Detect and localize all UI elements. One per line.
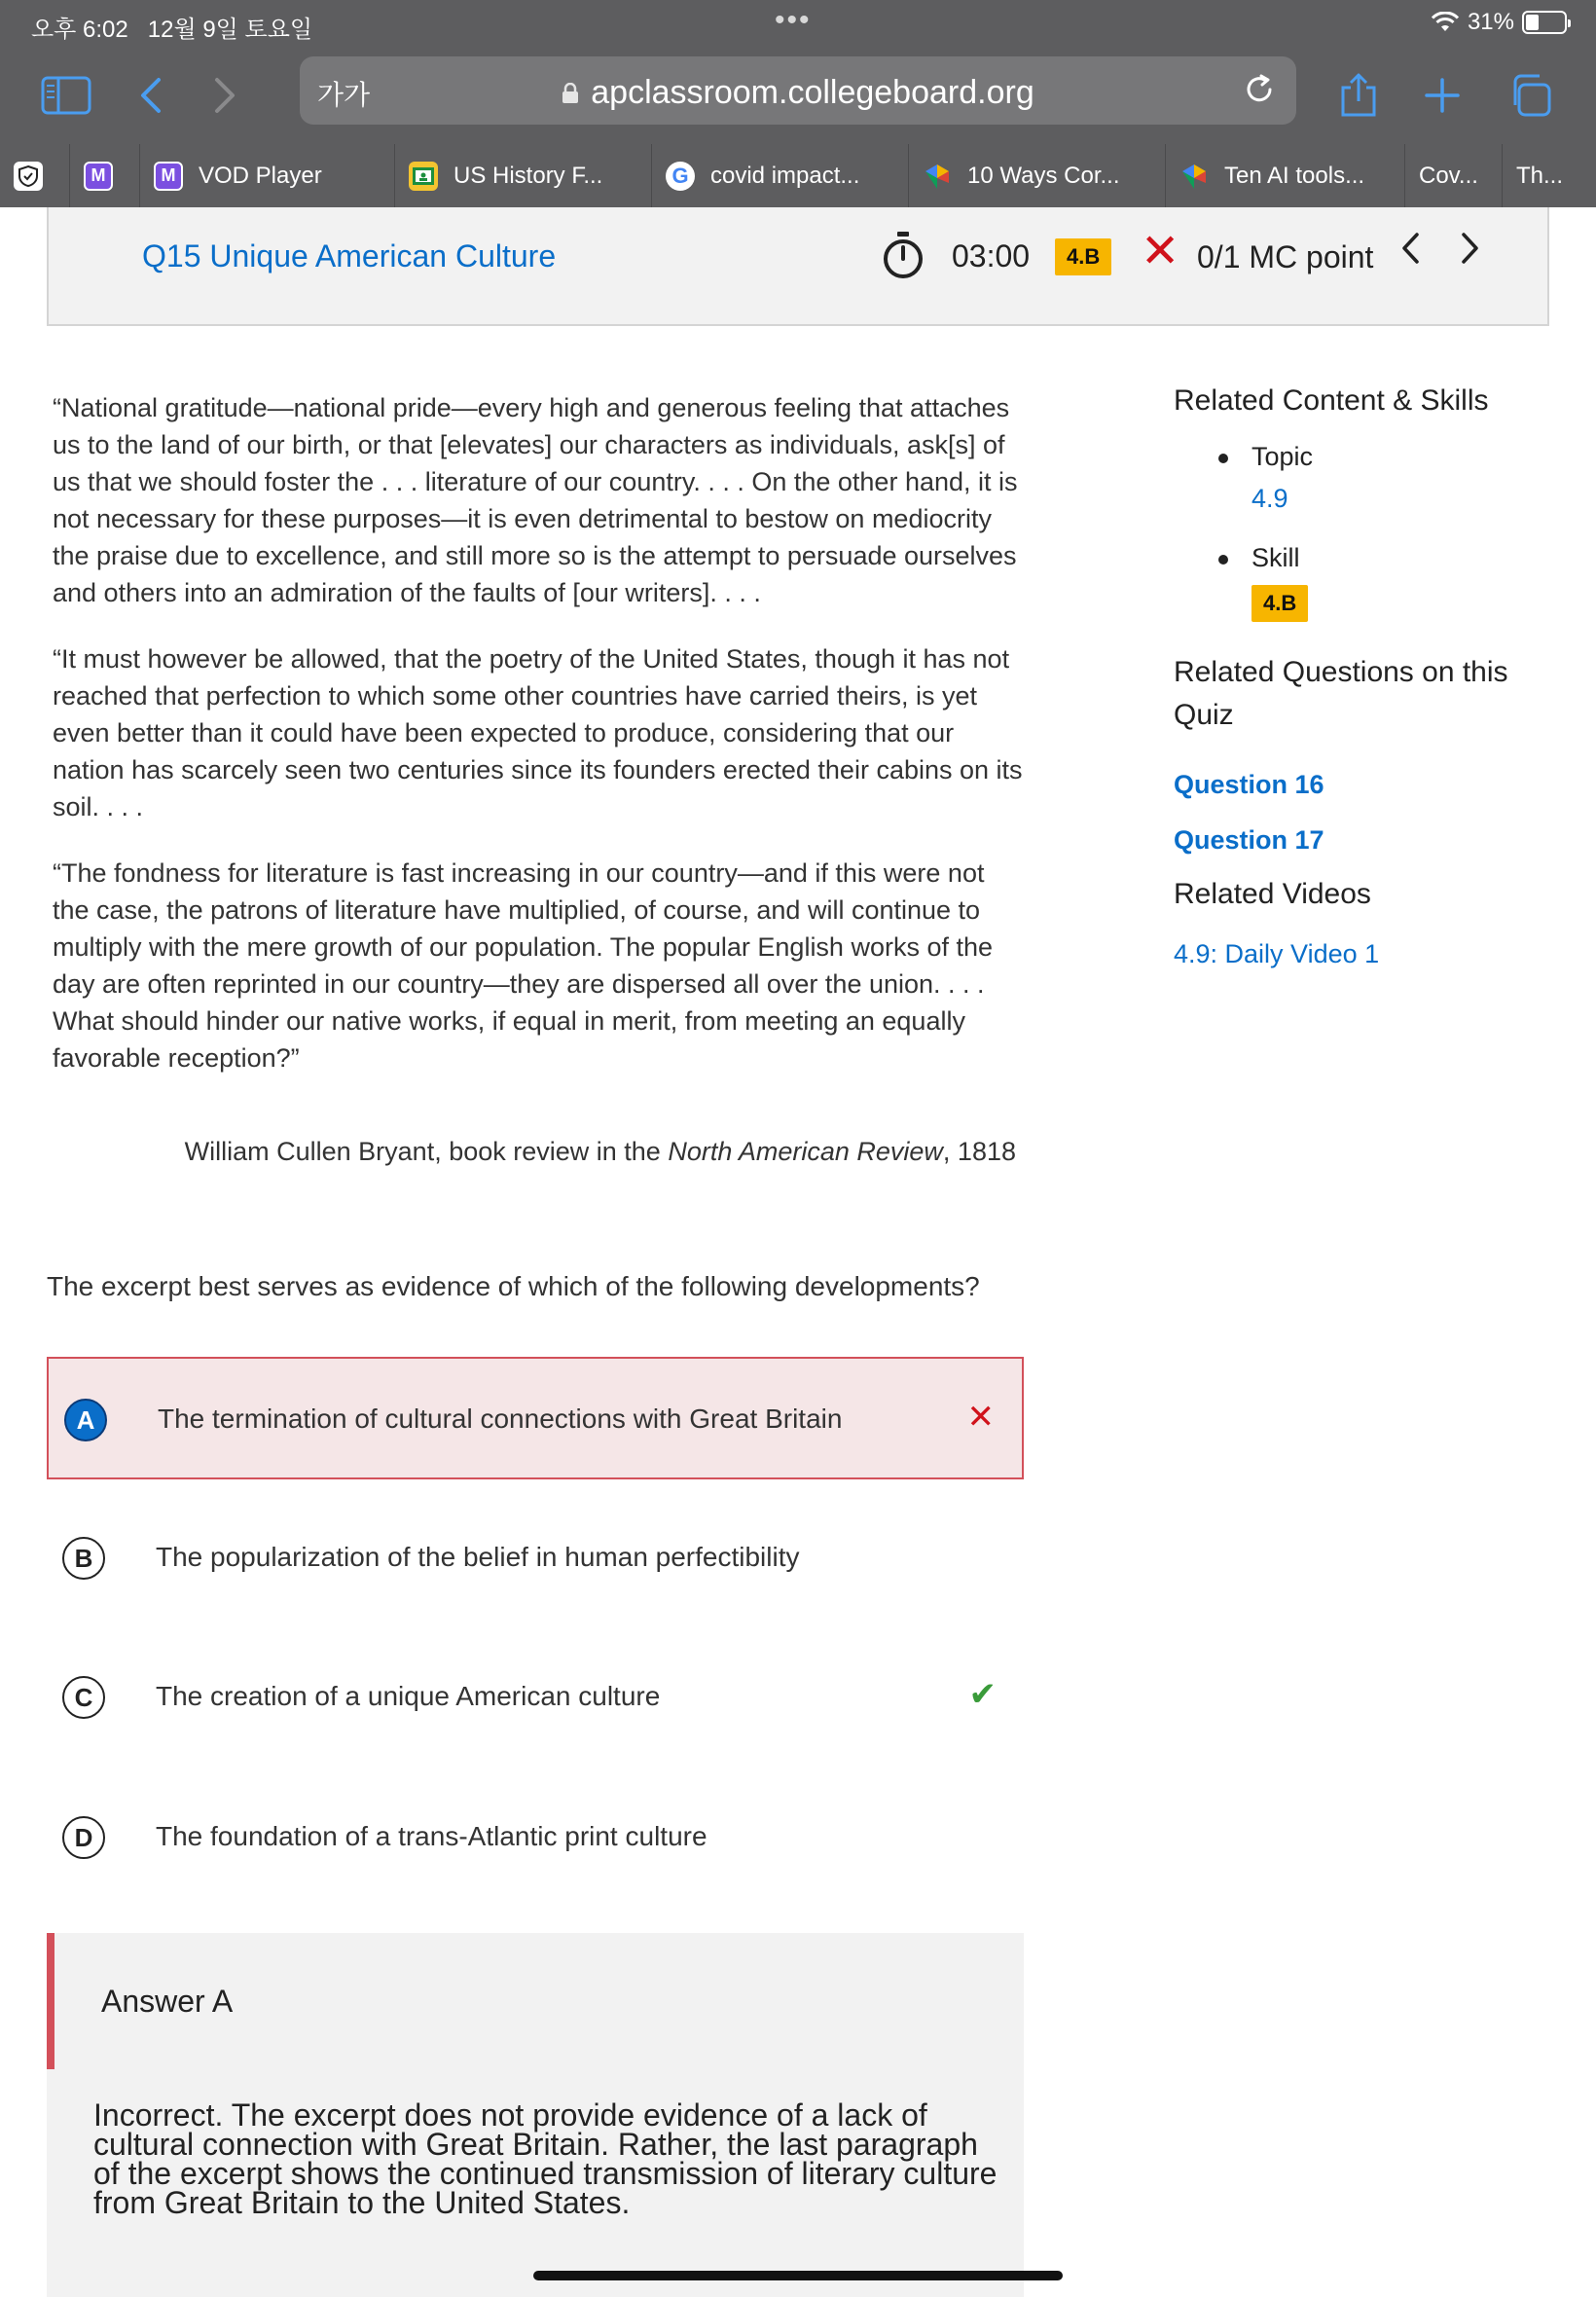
choice-letter: A <box>64 1399 107 1441</box>
reload-icon[interactable] <box>1242 72 1277 112</box>
topic-link[interactable]: 4.9 <box>1251 484 1288 513</box>
sidebar-toggle-icon[interactable] <box>39 68 93 123</box>
choice-text: The foundation of a trans-Atlantic print culture <box>156 1821 707 1851</box>
tab-pinned-shield[interactable] <box>0 144 70 207</box>
choice-text: The creation of a unique American culture <box>156 1681 661 1711</box>
related-content-list <box>1174 442 1563 622</box>
answer-explanation: Incorrect. The excerpt does not provide evidence of a lack of cultural connection with Great Britain. Rather, the last paragraph of the excerpt shows the continued transmission of literary culture from Great Britain to the United States. <box>93 2097 998 2220</box>
related-video-link[interactable]: 4.9: Daily Video 1 <box>1174 939 1380 968</box>
tab-th[interactable]: Th... <box>1516 162 1564 189</box>
choice-c[interactable] <box>47 1636 1024 1759</box>
incorrect-x-icon: ✕ <box>1141 226 1180 277</box>
previous-question-chevron-icon[interactable] <box>1399 231 1421 275</box>
url-display[interactable]: apclassroom.collegeboard.org <box>300 74 1296 112</box>
question-prompt: The excerpt best serves as evidence of which of the following developments? <box>47 1271 980 1301</box>
status-bar <box>0 0 1596 47</box>
multitasking-dots-icon[interactable]: ••• <box>775 4 812 36</box>
browser-chrome <box>0 0 1596 207</box>
skill-badge: 4.B <box>1055 238 1111 275</box>
choice-letter: B <box>62 1537 105 1580</box>
next-question-chevron-icon[interactable] <box>1460 231 1481 275</box>
status-right <box>1431 9 1567 36</box>
related-content-heading: Related Content & Skills <box>1174 384 1489 417</box>
related-sidebar <box>1174 380 1563 969</box>
source-passage <box>53 389 1026 1106</box>
question-title: Q15 Unique American Culture <box>142 238 557 273</box>
tab-ten-ai-tools[interactable]: Ten AI tools... <box>1166 144 1405 207</box>
tab-us-history[interactable]: US History F... <box>395 144 652 207</box>
reader-aa-button[interactable]: 가가 <box>317 80 371 110</box>
tab-cov[interactable]: Cov... <box>1405 144 1503 207</box>
correct-check-icon: ✔ <box>968 1676 997 1713</box>
wifi-icon <box>1431 12 1460 33</box>
related-question-link[interactable]: Question 17 <box>1174 825 1324 855</box>
choice-text: The popularization of the belief in human perfectibility <box>156 1542 800 1572</box>
colorful-logo-icon <box>1179 162 1209 191</box>
tab-vod-player[interactable]: M VOD Player <box>140 144 395 207</box>
google-icon: G <box>666 162 695 191</box>
lock-icon <box>562 75 579 96</box>
address-bar[interactable] <box>300 56 1296 125</box>
skill-item <box>1174 543 1563 622</box>
battery-icon <box>1522 11 1567 34</box>
status-time: 오후 6:02 12월 9일 토요일 <box>31 17 313 43</box>
choice-a[interactable] <box>47 1357 1024 1479</box>
choice-letter: C <box>62 1676 105 1719</box>
tab-pinned-m[interactable] <box>70 144 140 207</box>
timer-value: 03:00 <box>952 238 1031 273</box>
citation-source: North American Review <box>668 1137 943 1166</box>
topic-label: Topic <box>1251 442 1314 471</box>
classroom-icon <box>409 162 438 191</box>
m-app-icon: M <box>154 162 183 191</box>
choice-d[interactable] <box>47 1776 1024 1899</box>
related-videos-heading: Related Videos <box>1174 878 1371 910</box>
passage-paragraph: “The fondness for literature is fast increasing in our country—and if this were not the case, the patrons of literature have multiplied, of course, and will continue to multiply with the mere growth of our population. The popular English works of the day are often reprinted in our country—they are dispersed all over the union. . . . What should hinder our native works, if equal in merit, from meeting an equally favorable reception?” <box>53 858 994 1073</box>
tab-10-ways[interactable]: 10 Ways Cor... <box>909 144 1166 207</box>
related-question-link[interactable]: Question 16 <box>1174 770 1324 799</box>
related-questions-heading: Related Questions on this Quiz <box>1174 656 1508 731</box>
battery-percent: 31% <box>1467 9 1514 35</box>
incorrect-accent-bar <box>47 1933 54 2069</box>
back-icon[interactable] <box>123 68 177 123</box>
share-icon[interactable] <box>1331 68 1386 123</box>
stopwatch-icon <box>882 231 925 284</box>
tab-overview-icon[interactable] <box>1503 68 1557 123</box>
home-indicator[interactable] <box>533 2271 1063 2280</box>
score-label: 0/1 MC point <box>1197 239 1374 274</box>
tab-covid-impact[interactable]: G covid impact... <box>652 144 909 207</box>
choice-text: The termination of cultural connections with Great Britain <box>158 1404 843 1434</box>
choice-b[interactable] <box>47 1497 1024 1620</box>
forward-icon[interactable] <box>199 68 253 123</box>
new-tab-plus-icon[interactable] <box>1415 68 1469 123</box>
tab-bar <box>0 144 1596 207</box>
answer-explanation-box <box>47 1933 1024 2297</box>
answer-title: Answer A <box>101 1984 234 2019</box>
passage-paragraph: “It must however be allowed, that the poetry of the United States, though it has not reached that perfection to which some other countries have carried theirs, is yet even better than it could have been expected to produce, considering that our nation has scarcely seen two centuries since its founders erected their cabins on its soil. . . . <box>53 644 1023 821</box>
shield-icon <box>14 162 43 191</box>
passage-citation: William Cullen Bryant, book review in the North American Review, 1818 <box>184 1137 1016 1166</box>
colorful-logo-icon <box>923 162 952 191</box>
m-app-icon: M <box>84 162 113 191</box>
skill-badge: 4.B <box>1251 585 1308 622</box>
choice-letter: D <box>62 1816 105 1859</box>
question-header <box>47 207 1549 326</box>
incorrect-x-icon: ✕ <box>966 1399 995 1436</box>
passage-paragraph: “National gratitude—national pride—every high and generous feeling that attaches us to the land of our birth, or that [elevates] our characters as individuals, ask[s] of us that we should foster the . . . literature of our country. . . . On the other hand, it is not necessary for these purposes—it is even detrimental to bestow on mediocrity the praise due to excellence, and still more so is the attempt to persuade ourselves and others into an admiration of the faults of [our writers]. . . . <box>53 393 1018 607</box>
skill-label: Skill <box>1251 543 1300 572</box>
browser-toolbar <box>0 47 1596 144</box>
topic-item <box>1174 442 1563 514</box>
